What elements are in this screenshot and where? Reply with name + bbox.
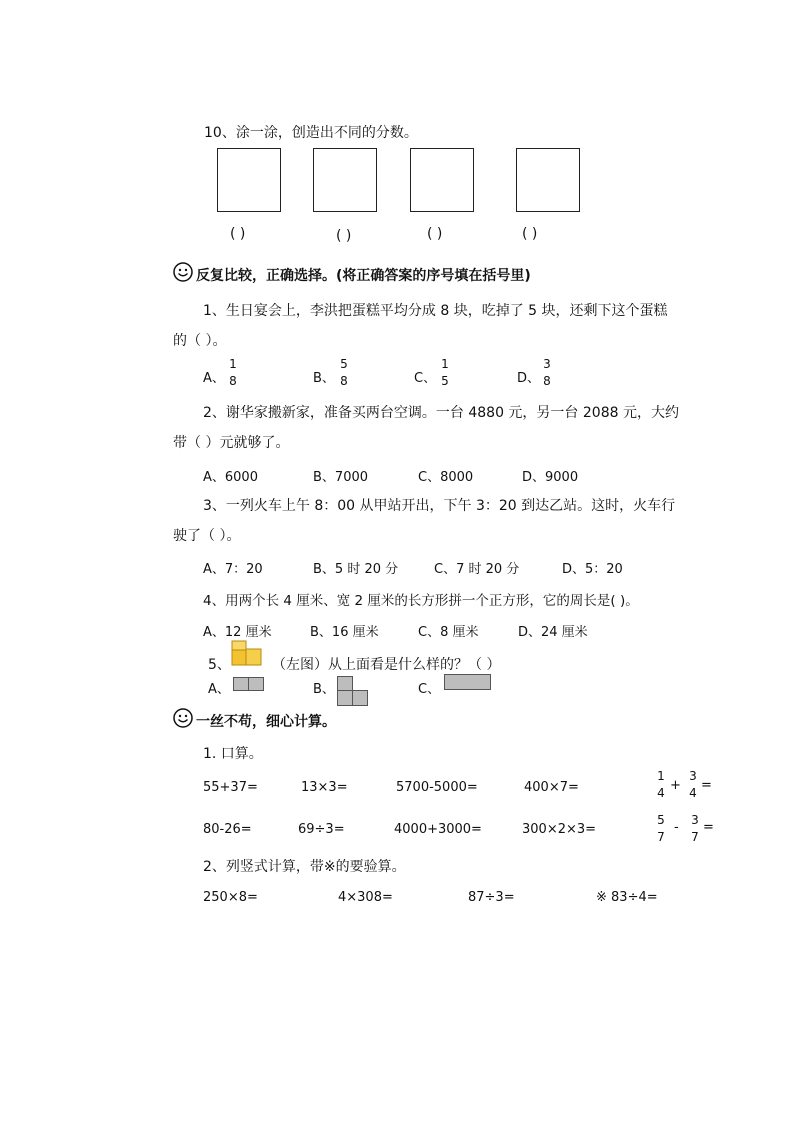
q4-option-d[interactable]: D、24 厘米 (518, 625, 588, 640)
frac1-equals[interactable]: = (701, 778, 712, 793)
q1-option-b-label[interactable]: B、 (313, 371, 335, 386)
vertical-calc-item[interactable]: 4×308= (338, 890, 393, 905)
q5-option-c-shape (444, 674, 491, 690)
q2-line1: 2、谢华家搬新家，准备买两台空调。一台 4880 元，另一台 2088 元，大约 (203, 405, 679, 421)
q2-option-c[interactable]: C、8000 (418, 470, 474, 485)
fraction-numerator: 5 (340, 357, 348, 371)
q1-option-c-label[interactable]: C、 (414, 371, 437, 386)
draw-square-3[interactable] (410, 148, 474, 212)
fraction-numerator: 3 (543, 357, 551, 371)
q5-option-a-shape-right (248, 677, 264, 691)
fraction-denominator: 8 (340, 374, 348, 388)
answer-blank-3[interactable]: ( ) (427, 226, 443, 242)
calc-item[interactable]: 69÷3= (298, 822, 345, 837)
section3-header: 一丝不苟，细心计算。 (196, 714, 336, 730)
fraction-numerator: 3 (689, 769, 697, 783)
q4-option-c[interactable]: C、8 厘米 (418, 625, 479, 640)
fraction-numerator: 3 (691, 813, 699, 827)
q4-line1: 4、用两个长 4 厘米、宽 2 厘米的长方形拼一个正方形，它的周长是( )。 (203, 593, 639, 609)
frac1-b (686, 768, 700, 802)
q5-option-a-shape-left (233, 677, 249, 691)
q10-title: 10、涂一涂，创造出不同的分数。 (204, 125, 418, 141)
frac2-operator: - (674, 820, 679, 835)
fraction-denominator: 4 (657, 786, 665, 800)
q1-line2: 的（ ）。 (173, 333, 227, 349)
fraction-numerator: 1 (657, 769, 665, 783)
vertical-calc-item[interactable]: 250×8= (203, 890, 258, 905)
q1-option-d-fraction (540, 356, 554, 390)
q4-option-b[interactable]: B、16 厘米 (310, 625, 379, 640)
q5-text: （左图）从上面看是什么样的？（ ） (272, 657, 501, 673)
vertical-calc-item[interactable]: ※ 83÷4= (596, 890, 658, 905)
q5-option-b-shape-bottom-left (337, 690, 353, 706)
fraction-denominator: 8 (543, 374, 551, 388)
q5-option-b-label[interactable]: B、 (313, 682, 335, 697)
q5-number: 5、 (208, 657, 231, 673)
smiley-icon (173, 708, 193, 728)
q5-option-a-label[interactable]: A、 (208, 682, 230, 697)
q4-option-a[interactable]: A、12 厘米 (203, 625, 272, 640)
q1-line1: 1、生日宴会上，李洪把蛋糕平均分成 8 块，吃掉了 5 块，还剩下这个蛋糕 (203, 303, 668, 319)
answer-blank-1[interactable]: ( ) (230, 226, 246, 242)
vertical-calc-item[interactable]: 87÷3= (468, 890, 515, 905)
fraction-denominator: 7 (691, 830, 699, 844)
answer-blank-2[interactable]: ( ) (336, 228, 352, 244)
q1-option-a-fraction (226, 356, 240, 390)
smiley-icon (173, 262, 193, 282)
q2-option-a[interactable]: A、6000 (203, 470, 258, 485)
calc-item[interactable]: 400×7= (524, 780, 579, 795)
calc-item[interactable]: 55+37= (203, 780, 258, 795)
calc-item[interactable]: 80-26= (203, 822, 252, 837)
calc-item[interactable]: 13×3= (301, 780, 348, 795)
q2-line2: 带（ ）元就够了。 (173, 435, 290, 451)
frac1-operator: + (670, 778, 681, 793)
q1-option-d-label[interactable]: D、 (517, 371, 541, 386)
draw-square-2[interactable] (313, 148, 377, 212)
calc-item[interactable]: 300×2×3= (522, 822, 597, 837)
vertical-calc-subtitle: 2、列竖式计算，带※的要验算。 (203, 859, 406, 875)
q3-option-c[interactable]: C、7 时 20 分 (434, 562, 520, 577)
draw-square-1[interactable] (217, 148, 281, 212)
fraction-numerator: 5 (657, 813, 665, 827)
q2-option-d[interactable]: D、9000 (522, 470, 579, 485)
q3-line1: 3、一列火车上午 8：00 从甲站开出，下午 3：20 到达乙站。这时，火车行 (203, 498, 676, 514)
fraction-numerator: 1 (441, 357, 449, 371)
frac1-a (654, 768, 668, 802)
draw-square-4[interactable] (516, 148, 580, 212)
section2-header: 反复比较，正确选择。(将正确答案的序号填在括号里) (196, 268, 531, 284)
q3-line2: 驶了（ ）。 (173, 528, 241, 544)
answer-blank-4[interactable]: ( ) (522, 226, 538, 242)
fraction-numerator: 1 (229, 357, 237, 371)
oral-calc-subtitle: 1. 口算。 (203, 746, 263, 762)
q3-option-b[interactable]: B、5 时 20 分 (313, 562, 399, 577)
fraction-denominator: 5 (441, 374, 449, 388)
calc-item[interactable]: 5700-5000= (396, 780, 478, 795)
q3-option-a[interactable]: A、7：20 (203, 562, 263, 577)
fraction-denominator: 7 (657, 830, 665, 844)
fraction-denominator: 8 (229, 374, 237, 388)
frac2-a (654, 812, 668, 846)
q5-option-b-shape-top (337, 676, 353, 691)
q2-option-b[interactable]: B、7000 (313, 470, 369, 485)
q5-option-b-shape-bottom-right (352, 690, 368, 706)
calc-item[interactable]: 4000+3000= (394, 822, 482, 837)
q1-option-c-fraction (438, 356, 452, 390)
frac2-b (688, 812, 702, 846)
q5-option-c-label[interactable]: C、 (418, 682, 441, 697)
q1-option-b-fraction (337, 356, 351, 390)
fraction-denominator: 4 (689, 786, 697, 800)
frac2-equals[interactable]: = (703, 820, 714, 835)
q3-option-d[interactable]: D、5：20 (562, 562, 623, 577)
q1-option-a-label[interactable]: A、 (203, 371, 225, 386)
cube-stack-icon (231, 640, 263, 666)
